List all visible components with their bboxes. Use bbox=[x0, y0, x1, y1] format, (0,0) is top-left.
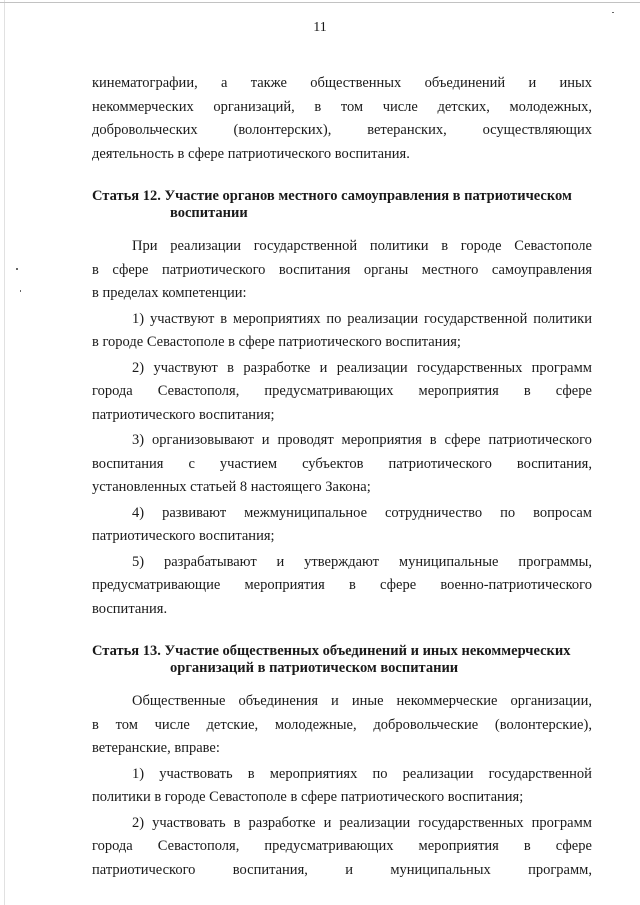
word: и bbox=[323, 814, 332, 831]
word: организовывают bbox=[151, 432, 254, 448]
word: реализации bbox=[339, 814, 411, 831]
heading-line: Статья 12. Участие органов местного самоуправления в патриотическом bbox=[92, 188, 572, 204]
word: разработке bbox=[243, 359, 311, 376]
word: в bbox=[227, 359, 234, 376]
word: кинематографии, bbox=[92, 75, 198, 91]
text-line bbox=[92, 357, 592, 381]
text-line: установленных статьей 8 настоящего Закона; bbox=[92, 479, 371, 495]
heading-line: организаций в патриотическом воспитании bbox=[170, 660, 459, 676]
word: с bbox=[188, 455, 195, 472]
word: Севастополе bbox=[514, 238, 592, 254]
word: в bbox=[220, 310, 228, 327]
word: Общественные bbox=[132, 693, 226, 709]
word: разрабатывают bbox=[163, 553, 257, 570]
article-12-item-1 bbox=[92, 308, 592, 355]
word: Севастополя, bbox=[157, 838, 240, 854]
word: в bbox=[523, 383, 531, 399]
scan-edge-left bbox=[4, 0, 5, 905]
scan-edge-top bbox=[0, 2, 640, 3]
text-line bbox=[92, 235, 592, 259]
word: в bbox=[92, 716, 99, 733]
word: развивают bbox=[162, 504, 227, 521]
word: сфере bbox=[444, 432, 481, 448]
word: и bbox=[261, 432, 270, 448]
word: При bbox=[132, 238, 158, 254]
intro-paragraph bbox=[92, 72, 592, 166]
article-13-heading bbox=[92, 643, 592, 677]
word: в bbox=[429, 432, 437, 448]
word: иные bbox=[351, 693, 384, 709]
word: участвовать bbox=[159, 765, 233, 782]
word: в bbox=[348, 577, 356, 593]
word: сфере bbox=[380, 577, 417, 593]
word: муниципальных bbox=[390, 861, 491, 878]
word: молодежных, bbox=[509, 98, 592, 115]
text-line bbox=[92, 551, 592, 575]
word: 4) bbox=[132, 504, 145, 521]
word: объединения bbox=[238, 693, 319, 709]
scan-speck bbox=[20, 290, 21, 292]
word: в bbox=[314, 98, 322, 115]
word: числе bbox=[154, 716, 190, 733]
text-line bbox=[92, 429, 592, 453]
word: мероприятия bbox=[418, 383, 499, 399]
text-line bbox=[92, 714, 592, 738]
word: реализации bbox=[402, 765, 474, 782]
text-line bbox=[92, 453, 592, 477]
text-line bbox=[92, 690, 592, 714]
article-12-item-4 bbox=[92, 502, 592, 549]
word: иных bbox=[559, 75, 592, 91]
word: добровольческих bbox=[92, 122, 198, 138]
word: межмуниципальное bbox=[244, 504, 368, 521]
word: реализации bbox=[347, 310, 419, 327]
word: участием bbox=[219, 455, 278, 472]
text-line bbox=[92, 835, 592, 859]
word: программ bbox=[531, 359, 592, 376]
word: детские, bbox=[206, 716, 259, 733]
text-line bbox=[92, 859, 592, 883]
word: города bbox=[92, 838, 133, 854]
text-line bbox=[92, 308, 592, 332]
word: военно-патриотического bbox=[440, 577, 592, 593]
word: государственной bbox=[424, 310, 528, 327]
word: проводят bbox=[277, 432, 334, 448]
word: городе bbox=[460, 238, 502, 254]
word: 1) bbox=[132, 310, 145, 327]
word: сфере bbox=[555, 383, 592, 399]
word: местного bbox=[421, 261, 479, 278]
word: организации, bbox=[510, 693, 592, 709]
word: патриотического bbox=[488, 432, 592, 448]
word: реализации bbox=[170, 238, 242, 254]
word: разработке bbox=[248, 814, 316, 831]
word: молодежные, bbox=[274, 716, 357, 733]
text-line bbox=[92, 380, 592, 404]
word: 1) bbox=[132, 765, 145, 782]
text-line: деятельность в сфере патриотического воспитания. bbox=[92, 145, 410, 162]
word: воспитания, bbox=[232, 861, 308, 878]
word: в bbox=[441, 238, 449, 254]
word: патриотического bbox=[162, 261, 266, 278]
word: мероприятия bbox=[418, 838, 499, 854]
article-13-item-1 bbox=[92, 763, 592, 810]
word: Севастополя, bbox=[157, 383, 240, 399]
document-body bbox=[92, 72, 592, 882]
text-line: патриотического воспитания; bbox=[92, 528, 275, 544]
word: сотрудничество bbox=[384, 504, 483, 521]
word: политики bbox=[533, 310, 592, 327]
word: и bbox=[345, 861, 353, 878]
word: сфере bbox=[112, 261, 149, 278]
word: по bbox=[326, 310, 342, 327]
word: осуществляющих bbox=[482, 122, 592, 138]
word: 5) bbox=[132, 553, 145, 570]
article-12-item-3 bbox=[92, 429, 592, 500]
word: политики bbox=[369, 238, 429, 254]
word: вопросам bbox=[533, 504, 592, 521]
word: сфере bbox=[555, 838, 592, 854]
word: по bbox=[500, 504, 516, 521]
word: программ bbox=[531, 814, 592, 831]
article-13-item-2 bbox=[92, 812, 592, 883]
word: в bbox=[523, 838, 531, 854]
text-line: политики в городе Севастополе в сфере патриотического воспитания; bbox=[92, 789, 524, 805]
word: органы bbox=[363, 261, 409, 278]
word: некоммерческие bbox=[396, 693, 498, 709]
word: добровольческие bbox=[373, 716, 479, 733]
scan-speck bbox=[16, 268, 18, 270]
word: предусматривающих bbox=[264, 838, 394, 854]
word: также bbox=[250, 75, 287, 91]
word: мероприятия bbox=[244, 577, 325, 593]
word: государственной bbox=[488, 765, 592, 782]
word: участвуют bbox=[153, 359, 218, 376]
word: организаций, bbox=[213, 98, 295, 115]
word: воспитания bbox=[278, 261, 351, 278]
text-line bbox=[92, 96, 592, 120]
text-line: в пределах компетенции: bbox=[92, 285, 247, 301]
word: патриотического bbox=[388, 455, 492, 472]
text-line bbox=[92, 763, 592, 787]
word: в bbox=[92, 261, 99, 278]
word: самоуправления bbox=[491, 261, 592, 278]
text-line bbox=[92, 812, 592, 836]
word: субъектов bbox=[302, 455, 364, 472]
text-line bbox=[92, 574, 592, 598]
word: государственной bbox=[253, 238, 358, 254]
word: детских, bbox=[437, 98, 490, 115]
word: реализации bbox=[336, 359, 408, 376]
text-line: в городе Севастополе в сфере патриотического воспитания; bbox=[92, 334, 461, 350]
word: (волонтерских), bbox=[233, 122, 332, 138]
word: некоммерческих bbox=[92, 98, 194, 115]
word: в bbox=[247, 765, 255, 782]
scan-speck bbox=[612, 12, 614, 13]
word: патриотического bbox=[92, 861, 196, 878]
text-line bbox=[92, 259, 592, 283]
article-12-item-2 bbox=[92, 357, 592, 428]
word: и bbox=[276, 553, 285, 570]
word: по bbox=[372, 765, 388, 782]
word: в bbox=[233, 814, 241, 831]
word: объединений bbox=[424, 75, 506, 91]
article-12-heading bbox=[92, 188, 592, 222]
heading-line: Статья 13. Участие общественных объединений и иных некоммерческих bbox=[92, 643, 571, 659]
word: предусматривающие bbox=[92, 577, 221, 593]
word: 2) bbox=[132, 814, 145, 831]
text-line bbox=[92, 502, 592, 526]
word: города bbox=[92, 383, 133, 399]
word: ветеранских, bbox=[367, 122, 447, 138]
word: утверждают bbox=[304, 553, 380, 570]
word: государственных bbox=[417, 359, 523, 376]
word: и bbox=[319, 359, 328, 376]
text-line bbox=[92, 119, 592, 143]
text-line: воспитания. bbox=[92, 600, 168, 617]
article-13-intro-paragraph bbox=[92, 690, 592, 761]
word: 3) bbox=[132, 432, 145, 448]
text-line: ветеранские, вправе: bbox=[92, 740, 220, 756]
word: числе bbox=[382, 98, 418, 115]
word: программ, bbox=[528, 861, 592, 878]
text-line: патриотического воспитания; bbox=[92, 406, 275, 423]
heading-line: воспитании bbox=[170, 205, 248, 221]
word: программы, bbox=[518, 553, 592, 570]
word: мероприятия bbox=[341, 432, 422, 448]
word: 2) bbox=[132, 359, 145, 376]
word: том bbox=[340, 98, 364, 115]
word: и bbox=[331, 693, 339, 709]
word: том bbox=[115, 716, 138, 733]
article-12-item-5 bbox=[92, 551, 592, 622]
word: государственных bbox=[418, 814, 524, 831]
word: а bbox=[220, 75, 228, 91]
word: муниципальные bbox=[398, 553, 499, 570]
word: мероприятиях bbox=[269, 765, 358, 782]
article-12-intro-paragraph bbox=[92, 235, 592, 306]
word: (волонтерские), bbox=[494, 716, 592, 733]
word: участвовать bbox=[152, 814, 226, 831]
word: участвуют bbox=[149, 310, 215, 327]
word: воспитания, bbox=[516, 455, 592, 472]
word: общественных bbox=[310, 75, 402, 91]
text-line bbox=[92, 72, 592, 96]
word: и bbox=[528, 75, 537, 91]
word: мероприятиях bbox=[232, 310, 321, 327]
page-number: 11 bbox=[313, 20, 327, 35]
word: воспитания bbox=[92, 455, 164, 472]
word: предусматривающих bbox=[264, 383, 394, 399]
